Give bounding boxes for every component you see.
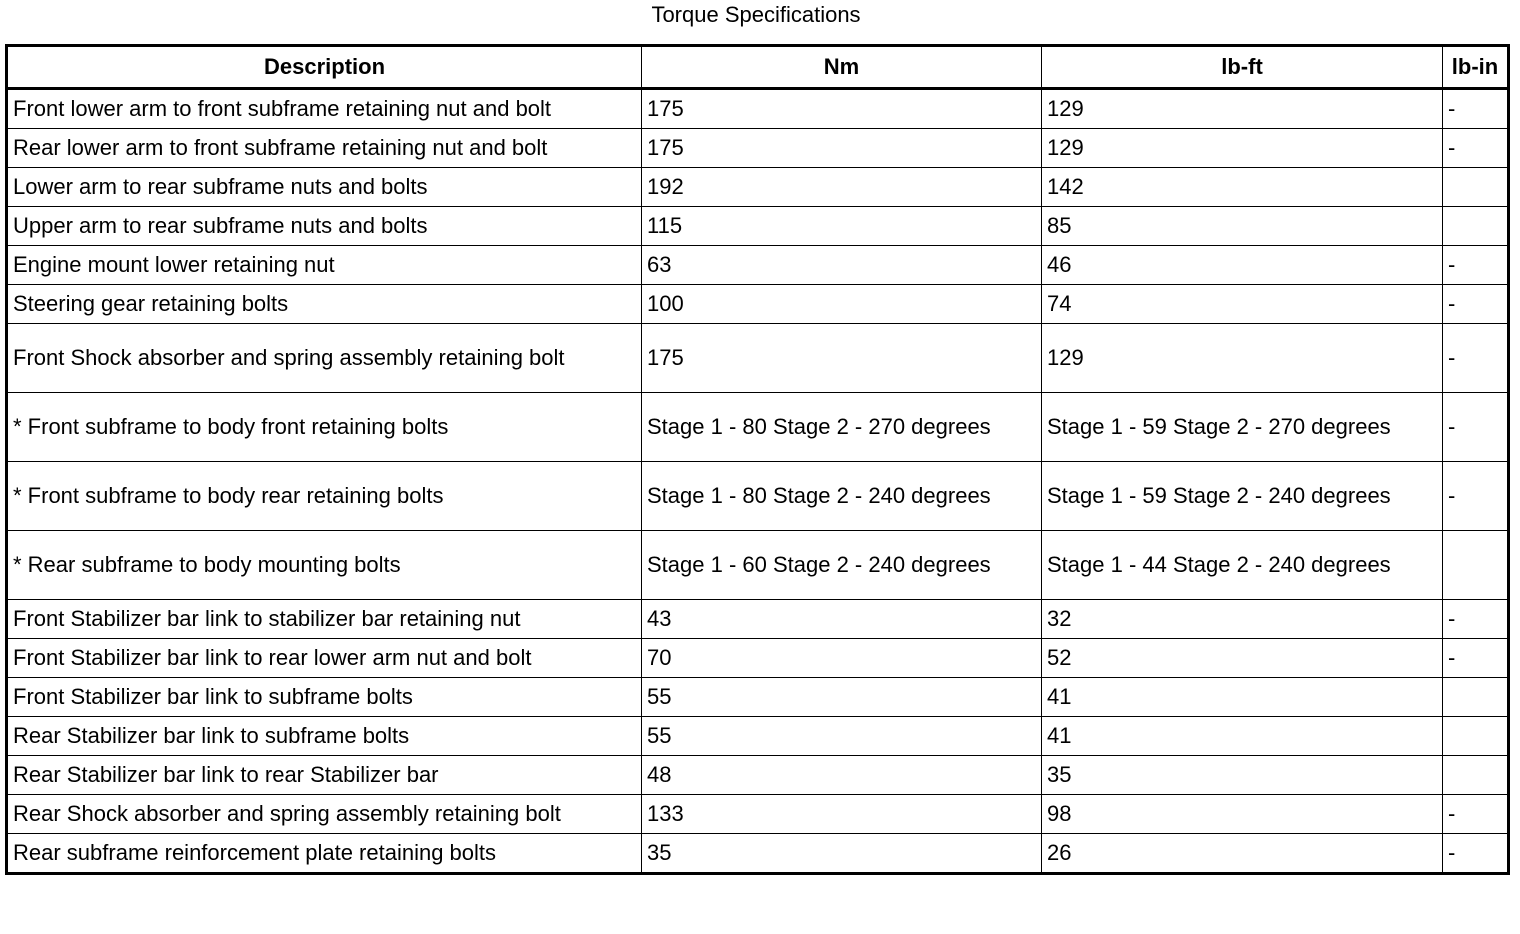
cell-description: Front Stabilizer bar link to rear lower arm nut and bolt [7,639,642,678]
cell-lbin: - [1443,393,1509,462]
column-header-description: Description [7,46,642,89]
cell-lbft: 32 [1042,600,1443,639]
cell-description: * Front subframe to body front retaining bolts [7,393,642,462]
cell-lbft: 129 [1042,89,1443,129]
cell-nm: 133 [642,795,1042,834]
cell-nm: 175 [642,324,1042,393]
table-row [7,834,1509,874]
cell-nm: Stage 1 - 80 Stage 2 - 240 degrees [642,462,1042,531]
cell-description: Upper arm to rear subframe nuts and bolts [7,207,642,246]
cell-lbin [1443,168,1509,207]
cell-lbft: 26 [1042,834,1443,874]
cell-lbin: - [1443,129,1509,168]
cell-description: Rear subframe reinforcement plate retaining bolts [7,834,642,874]
cell-nm: 55 [642,678,1042,717]
table-row [7,756,1509,795]
cell-lbft: 41 [1042,678,1443,717]
cell-lbin: - [1443,600,1509,639]
cell-nm: 63 [642,246,1042,285]
cell-lbft: Stage 1 - 59 Stage 2 - 240 degrees [1042,462,1443,531]
cell-nm: Stage 1 - 80 Stage 2 - 270 degrees [642,393,1042,462]
table-row [7,129,1509,168]
cell-nm: Stage 1 - 60 Stage 2 - 240 degrees [642,531,1042,600]
cell-lbft: 46 [1042,246,1443,285]
table-row [7,285,1509,324]
cell-lbft: 41 [1042,717,1443,756]
cell-lbft: 74 [1042,285,1443,324]
cell-lbft: Stage 1 - 44 Stage 2 - 240 degrees [1042,531,1443,600]
cell-nm: 175 [642,129,1042,168]
cell-nm: 192 [642,168,1042,207]
table-row [7,462,1509,531]
cell-nm: 70 [642,639,1042,678]
cell-lbft: 129 [1042,129,1443,168]
table-row [7,795,1509,834]
cell-lbft: Stage 1 - 59 Stage 2 - 270 degrees [1042,393,1443,462]
cell-description: * Front subframe to body rear retaining bolts [7,462,642,531]
cell-nm: 43 [642,600,1042,639]
table-row [7,168,1509,207]
cell-nm: 55 [642,717,1042,756]
cell-lbft: 85 [1042,207,1443,246]
cell-description: Rear Shock absorber and spring assembly retaining bolt [7,795,642,834]
table-row [7,678,1509,717]
cell-lbft: 129 [1042,324,1443,393]
cell-lbft: 52 [1042,639,1443,678]
cell-lbin [1443,531,1509,600]
cell-description: Steering gear retaining bolts [7,285,642,324]
cell-lbin [1443,678,1509,717]
cell-description: Engine mount lower retaining nut [7,246,642,285]
table-row [7,207,1509,246]
cell-description: Front Stabilizer bar link to stabilizer bar retaining nut [7,600,642,639]
cell-lbin: - [1443,795,1509,834]
cell-lbin: - [1443,89,1509,129]
cell-lbin: - [1443,639,1509,678]
table-row [7,531,1509,600]
cell-description: Rear Stabilizer bar link to subframe bolts [7,717,642,756]
column-header-lbin: lb-in [1443,46,1509,89]
table-row [7,717,1509,756]
cell-nm: 100 [642,285,1042,324]
page-title: Torque Specifications [651,2,861,27]
cell-nm: 48 [642,756,1042,795]
cell-lbin: - [1443,462,1509,531]
cell-description: Lower arm to rear subframe nuts and bolts [7,168,642,207]
cell-nm: 35 [642,834,1042,874]
torque-spec-table [5,44,1510,875]
table-row [7,600,1509,639]
cell-description: Front Shock absorber and spring assembly retaining bolt [7,324,642,393]
cell-description: Front lower arm to front subframe retaining nut and bolt [7,89,642,129]
cell-lbin [1443,717,1509,756]
cell-description: Rear Stabilizer bar link to rear Stabilizer bar [7,756,642,795]
cell-description: Rear lower arm to front subframe retaining nut and bolt [7,129,642,168]
cell-lbft: 98 [1042,795,1443,834]
cell-lbin [1443,207,1509,246]
header-row [7,46,1509,89]
cell-lbin: - [1443,834,1509,874]
cell-lbin: - [1443,246,1509,285]
table-row [7,639,1509,678]
cell-lbin: - [1443,324,1509,393]
cell-lbft: 142 [1042,168,1443,207]
column-header-lbft: lb-ft [1042,46,1443,89]
cell-nm: 115 [642,207,1042,246]
cell-lbin [1443,756,1509,795]
cell-lbft: 35 [1042,756,1443,795]
table-row [7,246,1509,285]
table-row [7,393,1509,462]
column-header-nm: Nm [642,46,1042,89]
cell-lbin: - [1443,285,1509,324]
cell-nm: 175 [642,89,1042,129]
table-row [7,324,1509,393]
table-row [7,89,1509,129]
cell-description: Front Stabilizer bar link to subframe bolts [7,678,642,717]
cell-description: * Rear subframe to body mounting bolts [7,531,642,600]
